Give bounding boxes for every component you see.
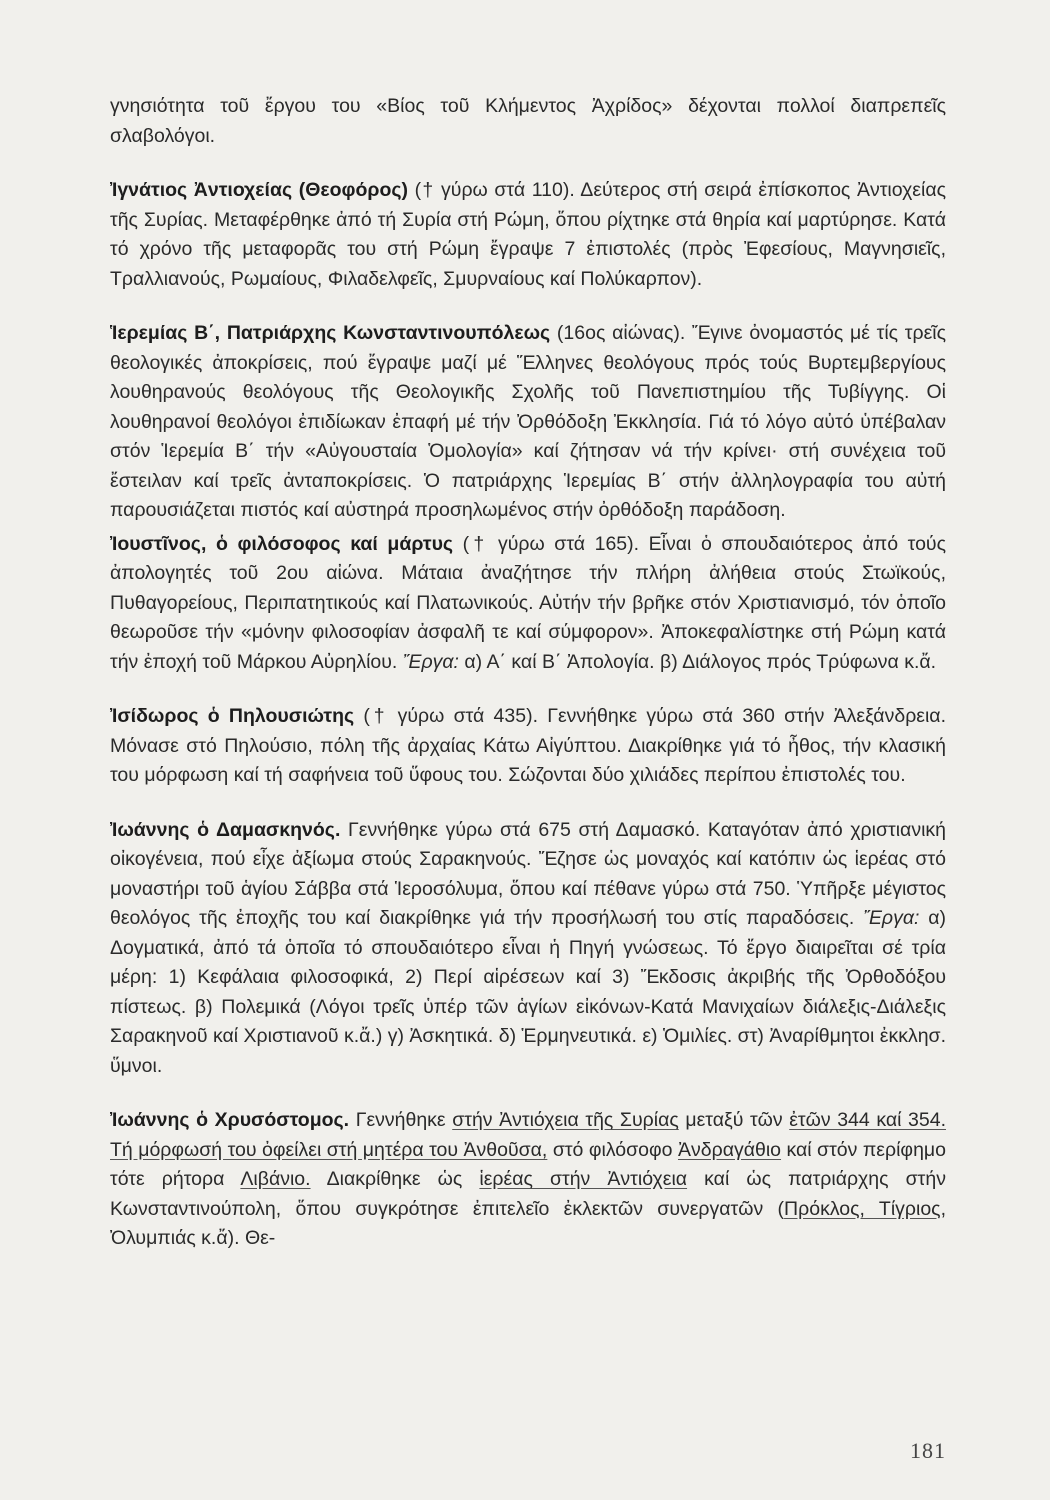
works-label: Ἔργα:	[402, 650, 459, 673]
entry-isidoros	[110, 702, 946, 791]
underlined-text: ἐτῶν 344 καί 354.	[789, 1109, 946, 1131]
entry-body: Γεννήθηκε γύρω στά 675 στή Δαμασκό. Καταγόταν ἀπό χριστιανική οἰκογένεια, πού εἶχε ἀξίωμα στούς Σαρακηνούς. Ἔζησε ὡς μοναχός καί κατόπιν ὡς ἱερέας στό μοναστήρι τοῦ ἁγίου Σάββα στά Ἱεροσόλυμα, ὅπου καί πέθανε γύρω στά 750. Ὑπῆρξε μέγιστος θεολόγος τῆς ἐποχῆς του καί διακρίθηκε γιά τήν προσήλωσή του στίς παραδόσεις.	[110, 818, 946, 929]
entry-body: († γύρω στά 165). Εἶναι ὁ σπουδαιότερος ἀπό τούς ἀπολογητές τοῦ 2ου αἰώνα. Μάταια ἀναζήτησε τήν πλήρη ἀλήθεια στούς Στωϊκούς, Πυθαγορείους, Περιπατητικούς καί Πλατωνικούς. Αὐτήν τήν βρῆκε στόν Χριστιανισμό, τόν ὁποῖο θεωροῦσε τήν «μόνην φιλοσοφίαν ἀσφαλῆ τε καί σύμφορον». Ἀποκεφαλίστηκε στή Ρώμη κατά τήν ἐποχή τοῦ Μάρκου Αὐρηλίου.	[110, 532, 946, 673]
underlined-text: ἱερέας στήν Ἀντιόχεια	[479, 1168, 688, 1190]
entry-text: Διακρίθηκε ὡς	[310, 1168, 480, 1190]
entry-continuation	[110, 92, 946, 151]
underlined-text: Πρόκλος, Τίγριος	[784, 1197, 941, 1220]
entry-text: μεταξύ τῶν	[678, 1109, 790, 1131]
underlined-text: Τή μόρφωσή του ὀφείλει στή μητέρα του Ἀνθοῦσα,	[110, 1138, 548, 1161]
works-label: Ἔργα:	[863, 907, 920, 929]
entry-body: γνησιότητα τοῦ ἔργου του «Βίος τοῦ Κλήμεντος Ἀχρίδος» δέχονται πολλοί διαπρεπεῖς σλαβολόγοι.	[110, 95, 946, 147]
entry-ioannis-chrysostomos	[110, 1106, 946, 1254]
entry-works: α) Δογματικά, ἀπό τά ὁποῖα τό σπουδαιότερο εἶναι ἡ Πηγή γνώσεως. Τό ἔργο διαιρεῖται σέ τρία μέρη: 1) Κεφάλαια φιλοσοφικά, 2) Περί αἱρέσεων καί 3) Ἔκδοσις ἀκριβής τῆς Ὀρθοδόξου πίστεως. β) Πολεμικά (Λόγοι τρεῖς ὑπέρ τῶν ἁγίων εἰκόνων-Κατά Μανιχαίων διάλεξις-Διάλεξις Σαρακηνοῦ καί Χριστιανοῦ κ.ἄ.) γ) Ἀσκητικά. δ) Ἑρμηνευτικά. ε) Ὁμιλίες. στ) Ἀναρίθμητοι ἐκκλησ. ὕμνοι.	[110, 907, 946, 1077]
entry-text: καί στόν περίφημο τότε ρήτορα	[110, 1138, 946, 1190]
entry-text: , Ὀλυμπιάς κ.ἄ). Θε-	[110, 1197, 946, 1249]
entry-title: Ἰσίδωρος ὁ Πηλουσιώτης	[110, 705, 355, 727]
underlined-text: στήν Ἀντιόχεια τῆς Συρίας	[452, 1109, 679, 1131]
entry-ieremias	[110, 319, 946, 526]
entry-ioannis-damaskinos	[110, 816, 946, 1082]
entry-title: Ἰγνάτιος Ἀντιοχείας (Θεοφόρος)	[110, 179, 409, 201]
entry-body: († γύρω στά 435). Γεννήθηκε γύρω στά 360 στήν Ἀλεξάνδρεια. Μόνασε στό Πηλούσιο, πόλη τῆς ἀρχαίας Κάτω Αἰγύπτου. Διακρίθηκε γιά τό ἦθος, τήν κλασική του μόρφωση καί τή σαφήνεια τοῦ ὕφους του. Σώζονται δύο χιλιάδες περίπου ἐπιστολές του.	[110, 705, 946, 786]
entry-works: α) Α΄ καί Β΄ Ἀπολογία. β) Διάλογος πρός Τρύφωνα κ.ἄ.	[458, 650, 937, 673]
entry-text: Γεννήθηκε	[349, 1109, 453, 1131]
entry-title: Ἰωάννης ὁ Δαμασκηνός.	[110, 818, 341, 841]
underlined-text: Λιβάνιο.	[240, 1168, 311, 1190]
entry-body: († γύρω στά 110). Δεύτερος στή σειρά ἐπίσκοπος Ἀντιοχείας τῆς Συρίας. Μεταφέρθηκε ἀπό τή Συρία στή Ρώμη, ὅπου ρίχτηκε στά θηρία καί μαρτύρησε. Κατά τό χρόνο τῆς μεταφορᾶς του στή Ρώμη ἔγραψε 7 ἐπιστολές (πρὸς Ἐφεσίους, Μαγνησιεῖς, Τραλλιανούς, Ρωμαίους, Φιλαδελφεῖς, Σμυρναίους καί Πολύκαρπον).	[110, 179, 947, 290]
page-number: 181	[910, 1438, 946, 1463]
entry-text: καί ὡς πατριάρχης στήν Κωνσταντινούπολη, ὅπου συγκρότησε ἐπιτελεῖο ἐκλεκτῶν συνεργατῶν (	[110, 1168, 946, 1220]
entry-ignatios	[110, 176, 946, 294]
entry-ioustinos	[110, 530, 946, 678]
entry-title: Ἰωάννης ὁ Χρυσόστομος.	[110, 1109, 350, 1131]
underlined-text: Ἀνδραγάθιο	[677, 1138, 782, 1161]
entry-body: (16ος αἰώνας). Ἔγινε ὀνομαστός μέ τίς τρεῖς θεολογικές ἀποκρίσεις, πού ἔγραψε μαζί μέ Ἕλληνες θεολόγους πρός τούς Βυρτεμβεργίους λουθηρανούς θεολόγους τῆς Θεολογικῆς Σχολῆς τοῦ Πανεπιστημίου τῆς Τυβίγγης. Οἱ λουθηρανοί θεολόγοι ἐπιδίωκαν ἐπαφή μέ τήν Ὀρθόδοξη Ἐκκλησία. Γιά τό λόγο αὐτό ὑπέβαλαν στόν Ἱερεμία Β΄ τήν «Αὐγουσταία Ὁμολογία» καί ζήτησαν νά τήν κρίνει· στή συνέχεια τοῦ ἔστειλαν καί τρεῖς ἀνταποκρίσεις. Ὁ πατριάρχης Ἱερεμίας Β΄ στήν ἀλληλογραφία του αὐτή παρουσιάζεται πιστός καί αὐστηρά προσηλωμένος στήν ὀρθόδοξη παράδοση.	[110, 322, 947, 521]
entry-title: Ἱερεμίας Β΄, Πατριάρχης Κωνσταντινουπόλεως	[110, 322, 551, 344]
entry-text: στό φιλόσοφο	[547, 1138, 678, 1161]
entry-title: Ἰουστῖνος, ὁ φιλόσοφος καί μάρτυς	[110, 532, 454, 555]
